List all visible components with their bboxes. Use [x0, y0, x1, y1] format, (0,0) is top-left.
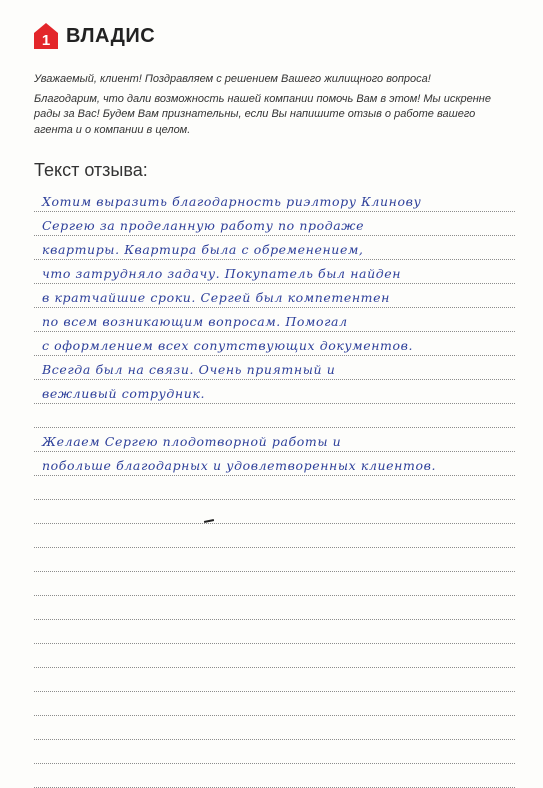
- handwritten-text: Хотим выразить благодарность риэлтору Клинову: [42, 194, 422, 209]
- review-line: [34, 500, 515, 524]
- handwritten-text: по всем возникающим вопросам. Помогал: [42, 314, 348, 329]
- review-line: [34, 404, 515, 428]
- logo-digit: 1: [41, 32, 51, 49]
- brand-logo: [33, 22, 155, 50]
- review-line: [34, 572, 515, 596]
- handwritten-text: Сергею за проделанную работу по продаже: [42, 218, 365, 233]
- review-line: [34, 548, 515, 572]
- review-line: [34, 740, 515, 764]
- brand-name: ВЛАДИС: [66, 24, 156, 47]
- handwritten-text: в кратчайшие сроки. Сергей был компетентен: [42, 290, 390, 305]
- handwritten-text: Всегда был на связи. Очень приятный и: [42, 362, 336, 377]
- review-line: [34, 452, 515, 476]
- review-heading: Текст отзыва:: [34, 160, 148, 180]
- review-lines: [34, 188, 515, 788]
- review-line: [34, 236, 515, 260]
- review-line: [34, 284, 515, 308]
- review-line: [34, 668, 515, 692]
- review-line: [34, 380, 515, 404]
- review-line: [34, 644, 515, 668]
- handwritten-text: что затрудняло задачу. Покупатель был найден: [42, 266, 402, 281]
- review-line: [34, 524, 515, 548]
- intro-greeting: Уважаемый, клиент! Поздравляем с решением Вашего жилищного вопроса!: [34, 73, 431, 85]
- handwritten-text: вежливый сотрудник.: [42, 386, 206, 401]
- review-line: [34, 332, 515, 356]
- house-logo-icon: [33, 22, 59, 50]
- handwritten-text: побольше благодарных и удовлетворенных клиентов.: [42, 458, 437, 473]
- review-line: [34, 428, 515, 452]
- review-line: [34, 716, 515, 740]
- review-line: [34, 260, 515, 284]
- review-line: [34, 356, 515, 380]
- review-line: [34, 596, 515, 620]
- review-line: [34, 692, 515, 716]
- review-line: [34, 620, 515, 644]
- handwritten-text: Желаем Сергею плодотворной работы и: [42, 434, 342, 449]
- intro-request: Благодарим, что дали возможность нашей компании помочь Вам в этом! Мы искренне рады за Вас! Будем Вам признательны, если Вы напишите отзыв о работе вашего агента и о компании в целом.: [34, 92, 491, 136]
- review-line: [34, 308, 515, 332]
- review-line: [34, 212, 515, 236]
- review-line: [34, 188, 515, 212]
- handwritten-text: квартиры. Квартира была с обременением,: [42, 242, 364, 257]
- review-line: [34, 476, 515, 500]
- intro-text: [34, 72, 514, 138]
- handwritten-text: с оформлением всех сопутствующих документов.: [42, 338, 414, 353]
